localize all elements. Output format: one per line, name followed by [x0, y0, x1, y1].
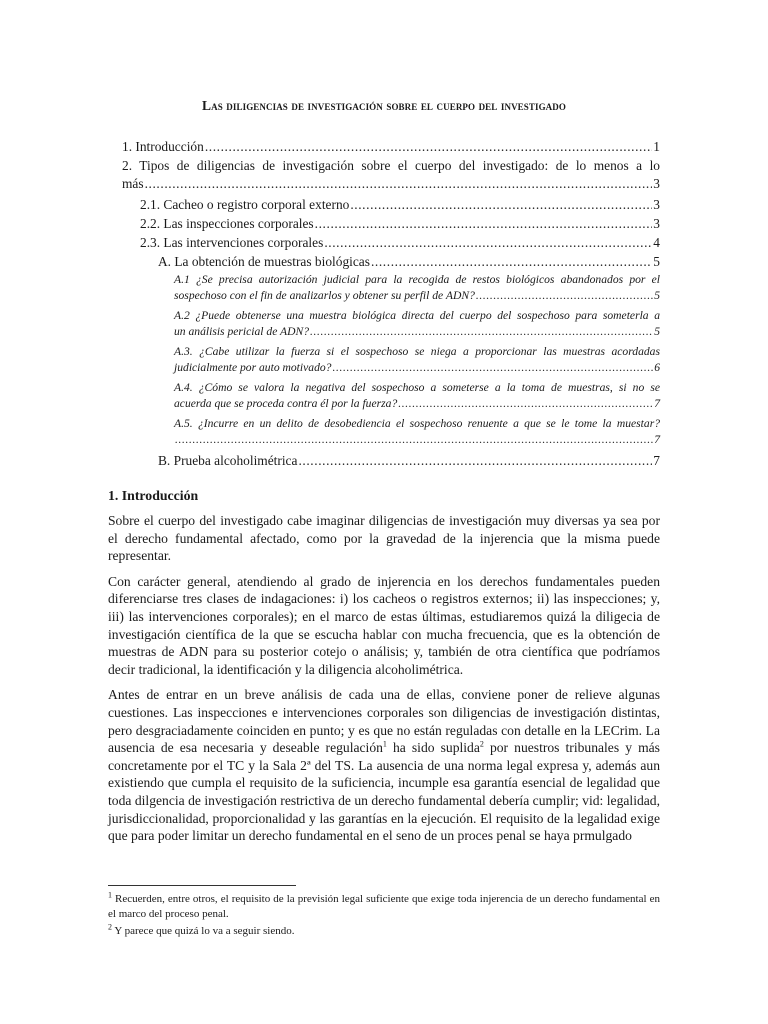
toc-entry-a1[interactable]: A.1 ¿Se precisa autorización judicial para la recogida de restos biológicos abandonados por el sospechoso con el fin de analizarlos y obtener su perfil de ADN? ..... 5	[174, 272, 660, 304]
document-title: Las diligencias de investigación sobre el cuerpo del investigado	[202, 98, 566, 113]
toc-entry-cacheo[interactable]: 2.1. Cacheo o registro corporal externo ..... 3	[140, 196, 660, 214]
footnote-divider	[108, 885, 296, 886]
toc-entry-a4[interactable]: A.4. ¿Cómo se valora la negativa del sospechoso a someterse a la toma de muestras, si no se acuerda que se proceda contra él por la fuerza? ..... 7	[174, 380, 660, 412]
toc-entry-introduccion[interactable]: 1. Introducción ..... 1	[122, 138, 660, 156]
toc-entry-a3[interactable]: A.3. ¿Cabe utilizar la fuerza si el sospechoso se niega a proporcionar las muestras acordadas judicialmente por auto motivado? ..... 6	[174, 344, 660, 376]
footnote-1: $^1$ Recuerden, entre otros, el requisito de la previsión legal suficiente que exige toda injerencia de un derecho fundamental en el marco del proceso penal.	[108, 890, 660, 920]
table-of-contents	[122, 138, 660, 471]
toc-entry-tipos[interactable]: 2. Tipos de diligencias de investigación sobre el cuerpo del investigado: de lo menos a lo más ..... 3	[122, 157, 660, 192]
body-text	[108, 512, 660, 853]
footnotes	[108, 892, 660, 942]
paragraph-3: Antes de entrar en un breve análisis de cada una de ellas, conviene poner de relieve algunas cuestiones. Las inspecciones e intervenciones corporales son diligencias de investigación distintas, pero desgraciadamente coinciden en punto; y es que no están reguladas con detalle en la LECrim. La ausencia de esa necesaria y deseable regulación$^1$ ha sido suplida$^2$ por nuestros tribunales y más concretamente por el TC y la Sala 2ª del TS. La ausencia de una norma legal expresa y, además aun existiendo que cumpla el requisito de la suficiencia, incumple esa garantía esencial de legalidad que toda dilgencia de investigación restrictiva de un derecho fundamental debería cumplir; vid: legalidad, jurisdiccionalidad, proporcionalidad y las garantías en la ejecución. El requisito de la legalidad exige que para poder limitar un derecho fundamental en el seno de un proces penal se haya prmulgado	[108, 687, 660, 844]
footnote-ref-1[interactable]: 1	[382, 739, 387, 749]
footnote-2: $^2$ Y parece que quizá lo va a seguir siendo.	[108, 922, 295, 937]
section-heading: 1. Introducción	[108, 488, 199, 503]
toc-entry-intervenciones[interactable]: 2.3. Las intervenciones corporales ..... 4	[140, 234, 660, 252]
footnote-ref-2[interactable]: 2	[479, 739, 484, 749]
toc-entry-alcoholimetrica[interactable]: B. Prueba alcoholimétrica ..... 7	[158, 452, 660, 470]
toc-entry-a2[interactable]: A.2 ¿Puede obtenerse una muestra biológica directa del cuerpo del sospechoso para someterla a un análisis pericial de ADN? ..... 5	[174, 308, 660, 340]
toc-entry-a5[interactable]: A.5. ¿Incurre en un delito de desobediencia el sospechoso renuente a que se le tome la muestar? ..... 7	[174, 416, 660, 448]
toc-entry-muestras[interactable]: A. La obtención de muestras biológicas ..... 5	[158, 253, 660, 271]
toc-entry-inspecciones[interactable]: 2.2. Las inspecciones corporales ..... 3	[140, 215, 660, 233]
paragraph-1: Sobre el cuerpo del investigado cabe imaginar diligencias de investigación muy diversas ya sea por el derecho fundamental afectado, como por la gravedad de la injerencia que la misma puede representar.	[108, 513, 660, 564]
paragraph-2: Con carácter general, atendiendo al grado de injerencia en los derechos fundamentales pueden diferenciarse tres clases de indagaciones: i) los cacheos o registros externos; ii) las inspecciones; y, iii) las intervenciones corporales); en el marco de estas últimas, estudiaremos quizá la diligecia de investigación científica de la que se escucha hablar con mucha frecuencia, que es la obtención de muestras de ADN para su posterior cotejo o análisis; y, también de otra científica que podríamos decir tradicional, la identificación y la diligencia alcoholimétrica.	[108, 573, 660, 677]
